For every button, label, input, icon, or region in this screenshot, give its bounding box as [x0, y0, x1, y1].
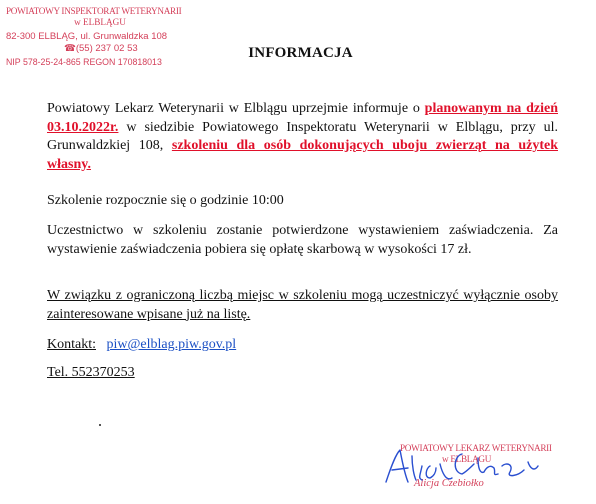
- document-title: INFORMACJA: [248, 45, 353, 61]
- contact-label: Kontakt:: [47, 337, 96, 352]
- paragraph-start-time: Szkolenie rozpocznie się o godzinie 10:00: [47, 193, 284, 208]
- training-date-highlight: planowanym na dzień 03.10.2022r.: [47, 101, 558, 135]
- stamp-line-city-bottom: w ELBLĄGU: [442, 454, 492, 464]
- phone-line: Tel. 552370253: [47, 365, 135, 380]
- paragraph-limited-seats: W związku z ograniczoną liczbą miejsc w szkoleniu mogą uczestniczyć wyłącznie osoby zainteresowane wpisane już na listę.: [47, 288, 558, 322]
- stamp-line-title: POWIATOWY LEKARZ WETERYNARII: [400, 443, 552, 453]
- stamp-line-city: w ELBLĄGU: [74, 17, 126, 27]
- training-topic-highlight: szkoleniu dla osób dokonujących uboju zwierząt na użytek własny.: [47, 138, 558, 172]
- stray-dot: [99, 424, 101, 426]
- announcement-text-c: w siedzibie Powiatowego Inspektoratu Weterynarii w Elblągu, przy ul. Grunwaldzkiej 108,: [47, 119, 558, 153]
- contact-email-link[interactable]: piw@elblag.piw.gov.pl: [106, 337, 237, 352]
- stamp-line-ids: NIP 578-25-24-865 REGON 170818013: [6, 57, 162, 67]
- announcement-text-a: Powiatowy Lekarz Weterynarii w Elblągu uprzejmie informuje o: [47, 101, 425, 116]
- stamp-line-institution: POWIATOWY INSPEKTORAT WETERYNARII: [6, 6, 182, 16]
- paragraph-certificate: Uczestnictwo w szkoleniu zostanie potwierdzone wystawieniem zaświadczenia. Za wystawienie zaświadczenia pobiera się opłatę skarbową w wysokości 17 zł.: [47, 223, 558, 257]
- stamp-line-name: Alicja Czebiołko: [414, 478, 484, 489]
- stamp-line-address: 82-300 ELBLĄG, ul. Grunwaldzka 108: [6, 31, 168, 42]
- contact-line: [47, 336, 558, 355]
- paragraph-announcement: [47, 100, 558, 174]
- signature-icon: [378, 442, 548, 492]
- stamp-line-phone: ☎(55) 237 02 53: [64, 43, 138, 54]
